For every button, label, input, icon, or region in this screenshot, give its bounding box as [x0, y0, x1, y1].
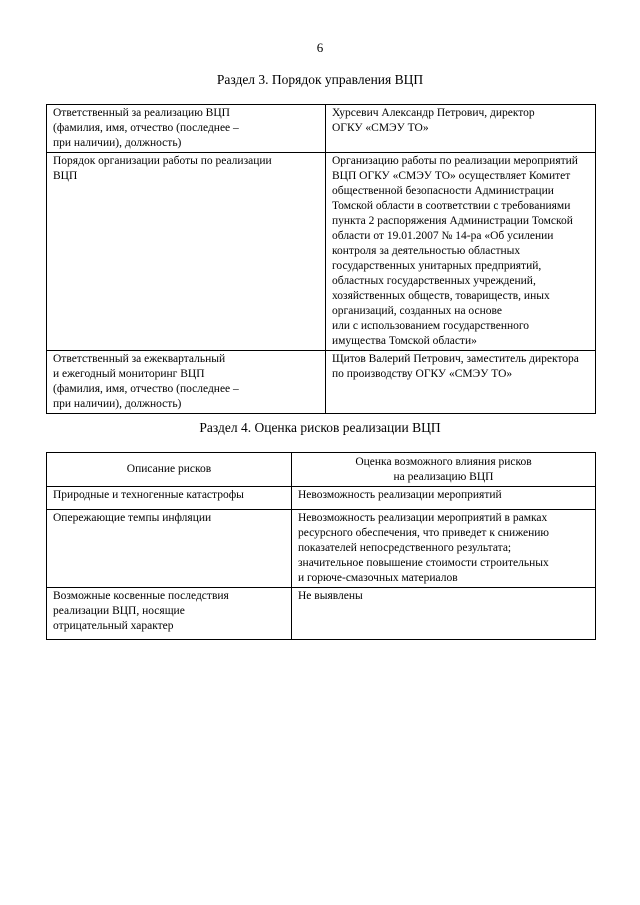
section-3-title: Раздел 3. Порядок управления ВЦП	[216, 72, 424, 87]
row-label: Ответственный за реализацию ВЦП (фамилия, имя, отчество (последнее – при наличии), должность)	[47, 105, 326, 153]
row-value: Хурсевич Александр Петрович, директор ОГКУ «СМЭУ ТО»	[326, 105, 596, 153]
row-value: Щитов Валерий Петрович, заместитель директора по производству ОГКУ «СМЭУ ТО»	[326, 351, 596, 414]
risk-description: Возможные косвенные последствия реализации ВЦП, носящие отрицательный характер	[47, 588, 292, 640]
table-row	[47, 510, 596, 588]
risk-impact: Невозможность реализации мероприятий в рамках ресурсного обеспечения, что приведет к снижению показателей непосредственного результата; значительное повышение стоимости строительных и горюче-смазочных материалов	[292, 510, 596, 588]
risk-description: Природные и техногенные катастрофы	[47, 487, 292, 510]
risk-description: Опережающие темпы инфляции	[47, 510, 292, 588]
row-value: Организацию работы по реализации мероприятий ВЦП ОГКУ «СМЭУ ТО» осуществляет Комитет общественной безопасности Администрации Томской области в соответствии с требованиями пункта 2 распоряжения Администрации Томской области от 19.01.2007 № 14-ра «Об усилении контроля за деятельностью областных государственных унитарных предприятий, областных государственных учреждений, хозяйственных обществ, товариществ, иных организаций, созданных на основе или с использованием государственного имущества Томской области»	[326, 153, 596, 351]
table-row	[47, 487, 596, 510]
risk-impact: Не выявлены	[292, 588, 596, 640]
table-header-row	[47, 453, 596, 487]
management-table	[46, 104, 596, 414]
row-label: Ответственный за ежеквартальный и ежегодный мониторинг ВЦП (фамилия, имя, отчество (последнее – при наличии), должность)	[47, 351, 326, 414]
row-label: Порядок организации работы по реализации ВЦП	[47, 153, 326, 351]
header-risk-impact: Оценка возможного влияния рисков на реализацию ВЦП	[292, 453, 596, 487]
header-risk-description: Описание рисков	[47, 453, 292, 487]
table-row	[47, 351, 596, 414]
table-row	[47, 105, 596, 153]
table-row	[47, 153, 596, 351]
page-number: 6	[316, 40, 324, 55]
risk-impact: Невозможность реализации мероприятий	[292, 487, 596, 510]
section-4-title: Раздел 4. Оценка рисков реализации ВЦП	[199, 420, 441, 435]
risk-table	[46, 452, 596, 640]
table-row	[47, 588, 596, 640]
